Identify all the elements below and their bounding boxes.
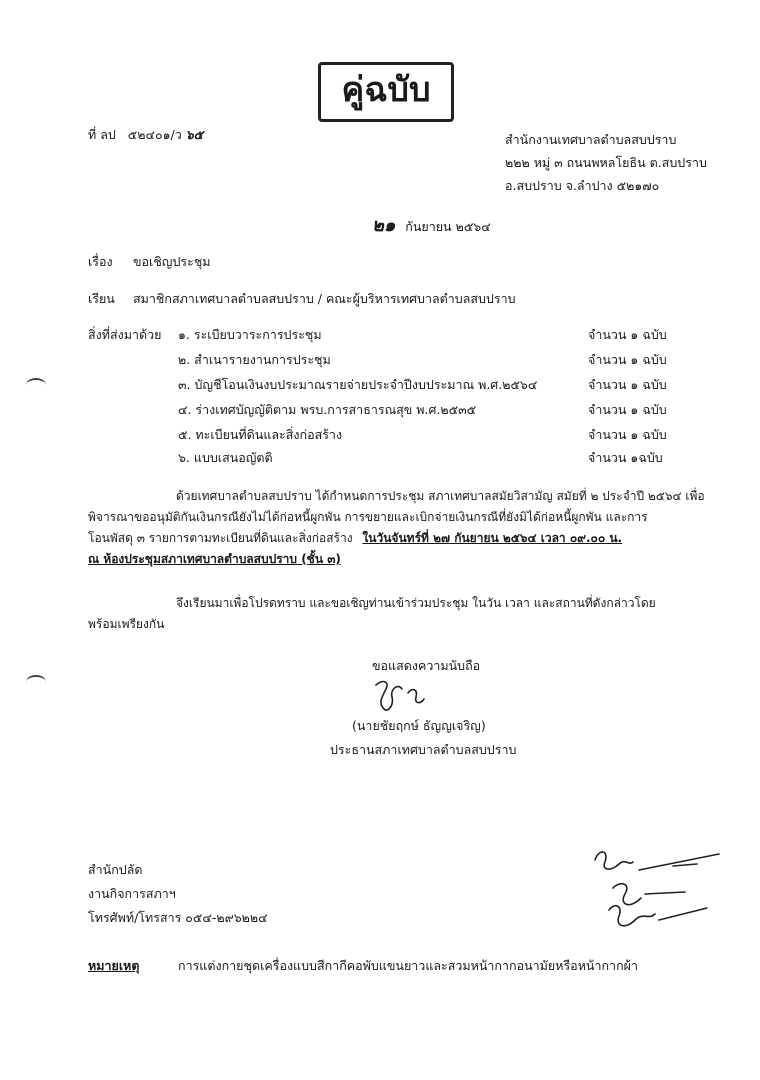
meeting-datetime: ในวันจันทร์ที่ ๒๗ กันยายน ๒๕๖๔ เวลา ๐๙.๐๐ น. [362,531,623,545]
punch-hole-mark [26,675,46,689]
sender-address-line2: ๒๒๒ หมู่ ๓ ถนนพหลโยธิน ต.สบปราบ [505,155,707,170]
signatory-name: (นายชัยฤกษ์ ธัญญเจริญ) [352,718,486,733]
note-text: การแต่งกายชุดเครื่องแบบสีกากีคอพับแขนยาวและสวมหน้ากากอนามัยหรือหน้ากากผ้า [178,958,638,973]
body-p1-line3-text: โอนพัสดุ ๓ รายการตามทะเบียนที่ดินและสิ่งก่อสร้าง [88,531,353,545]
enclosure-item: ๕. ทะเบียนที่ดินและสิ่งก่อสร้าง [178,427,343,442]
enclosure-item: ๒. สำเนารายงานการประชุม [178,352,331,367]
date-month-year: กันยายน ๒๕๖๔ [405,219,491,234]
enclosure-quantity: จำนวน ๑ ฉบับ [588,427,667,442]
office-section: งานกิจการสภาฯ [88,886,176,901]
signatory-position: ประธานสภาเทศบาลตำบลสบปราบ [330,742,517,757]
meeting-venue: ณ ห้องประชุมสภาเทศบาลตำบลสบปราบ (ชั้น ๓) [88,552,341,566]
chairman-signature [368,675,438,717]
reference-code: ๕๒๔๐๑/ว [127,127,182,142]
subject-text: ขอเชิญประชุม [133,254,211,269]
enclosure-item: ๖. แบบเสนอญัตติ [178,450,273,465]
subject-label: เรื่อง [88,254,113,269]
body-paragraph-1 [88,486,705,570]
note-label-text: หมายเหตุ [88,958,140,973]
closing-salutation: ขอแสดงความนับถือ [372,658,481,673]
enclosure-quantity: จำนวน ๑ฉบับ [588,450,663,465]
body-paragraph-2 [88,593,698,635]
reference-number [88,127,203,143]
body-p1-line2: พิจารณาขออนุมัติกันเงินกรณียังไม่ได้ก่อหนี้ผูกพัน การขยายและเบิกจ่ายเงินกรณีที่ยังมิได้ก่อหนี้ผูกพัน และการ [88,510,648,524]
enclosures-label: สิ่งที่ส่งมาด้วย [88,327,162,342]
office-department: สำนักปลัด [88,862,143,877]
letter-date [372,215,491,236]
punch-hole-mark [26,378,46,392]
recipient-text: สมาชิกสภาเทศบาลตำบลสบปราบ / คณะผู้บริหารเทศบาลตำบลสบปราบ [133,291,516,306]
body-p1-line3 [88,528,698,549]
initials-handwritten-block [585,840,725,940]
recipient-label: เรียน [88,291,115,306]
enclosure-item: ๑. ระเบียบวาระการประชุม [178,327,322,342]
enclosure-item: ๔. ร่างเทศบัญญัติตาม พรบ.การสาธารณสุข พ.ศ.๒๕๓๕ [178,402,477,417]
sender-address-line3: อ.สบปราบ จ.ลำปาง ๕๒๑๗๐ [505,178,660,193]
copy-stamp: คู่ฉบับ [318,62,454,122]
enclosure-quantity: จำนวน ๑ ฉบับ [588,327,667,342]
reference-handwritten: ๖๕ [185,127,204,142]
body-p2-line1: จึงเรียนมาเพื่อโปรดทราบ และขอเชิญท่านเข้าร่วมประชุม ในวัน เวลา และสถานที่ดังกล่าวโดย [176,596,656,610]
body-p2-line2: พร้อมเพรียงกัน [88,617,165,631]
office-phone: โทรศัพท์/โทรสาร ๐๕๔-๒๙๖๒๒๔ [88,910,268,925]
date-day-handwritten: ๒๑ [372,215,396,236]
enclosure-quantity: จำนวน ๑ ฉบับ [588,377,667,392]
enclosure-item: ๓. บัญชีโอนเงินงบประมาณรายจ่ายประจำปีงบประมาณ พ.ศ.๒๕๖๔ [178,377,538,392]
reference-label: ที่ ลป [88,127,116,142]
sender-address-line1: สำนักงานเทศบาลตำบลสบปราบ [505,132,677,147]
note-label [88,958,139,974]
body-p1-line1: ด้วยเทศบาลตำบลสบปราบ ได้กำหนดการประชุม สภาเทศบาลสมัยวิสามัญ สมัยที่ ๒ ประจำปี ๒๕๖๔ เพื่อ [176,489,705,503]
enclosure-quantity: จำนวน ๑ ฉบับ [588,352,667,367]
enclosure-quantity: จำนวน ๑ ฉบับ [588,402,667,417]
